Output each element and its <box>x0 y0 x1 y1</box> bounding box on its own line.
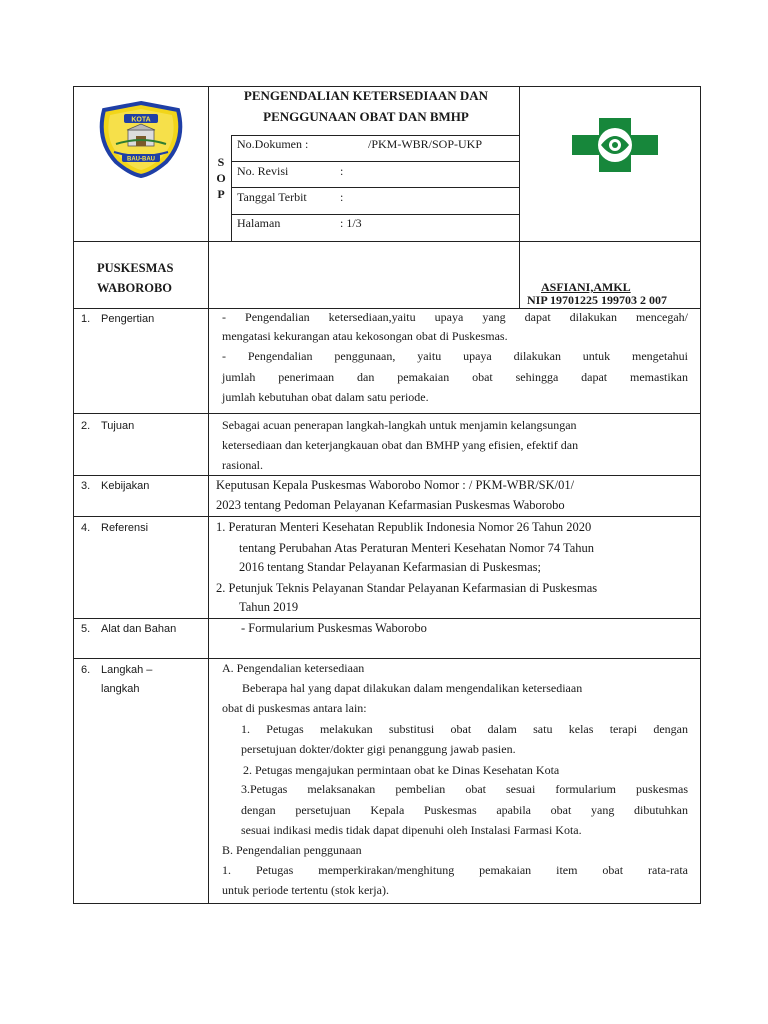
sop-letter-o: O <box>216 171 226 185</box>
referensi-line-4: 2. Petunjuk Teknis Pelayanan Standar Pelayanan Kefarmasian di Puskesmas <box>216 581 598 595</box>
langkah-line-3: obat di puskesmas antara lain: <box>222 701 367 715</box>
section-num-2: 2. <box>81 420 91 432</box>
langkah-line-6: 2. Petugas mengajukan permintaan obat ke Dinas Kesehatan Kota <box>243 763 560 777</box>
table-border-bottom <box>73 903 701 904</box>
sop-letter-p: P <box>217 187 225 201</box>
title-line-2: PENGGUNAAN OBAT DAN BMHP <box>263 109 469 124</box>
referensi-line-1: 1. Peraturan Menteri Kesehatan Republik Indonesia Nomor 26 Tahun 2020 <box>216 520 592 534</box>
meta-label-no-dokumen: No.Dokumen : <box>237 137 309 151</box>
meta-label-tanggal-terbit: Tanggal Terbit <box>237 190 307 204</box>
referensi-line-2: tentang Perubahan Atas Peraturan Menteri Kesehatan Nomor 74 Tahun <box>239 541 595 555</box>
sop-divider <box>231 135 232 241</box>
section-label-langkah-2: langkah <box>101 683 140 695</box>
pengertian-line-2: mengatasi kekurangan atau kekosongan obat di Puskesmas. <box>222 329 508 343</box>
pengertian-line-1: - Pengendalian ketersediaan,yaitu upaya yang dapat dilakukan mencegah/ <box>222 310 688 324</box>
meta-value-no-revisi: : <box>340 164 344 178</box>
meta-rule-4 <box>231 214 519 215</box>
table-border-top <box>73 86 701 87</box>
signer-nip: NIP 19701225 199703 2 007 <box>527 293 668 307</box>
section-label-referensi: Referensi <box>101 522 149 534</box>
meta-rule-3 <box>231 187 519 188</box>
meta-value-tanggal-terbit: : <box>340 190 344 204</box>
row-rule-6 <box>73 658 701 659</box>
langkah-line-5: persetujuan dokter/dokter gigi penanggung jawab pasien. <box>241 742 516 756</box>
table-border-right <box>700 86 701 904</box>
logo-text-top: KOTA <box>131 116 151 124</box>
row-rule-1 <box>73 308 701 309</box>
meta-value-halaman: : 1/3 <box>340 216 362 230</box>
langkah-line-8: dengan persetujuan Kepala Puskesmas apabila obat yang dibutuhkan <box>241 803 688 817</box>
puskesmas-logo <box>570 116 660 174</box>
meta-rule-2 <box>231 161 519 162</box>
tujuan-line-1: Sebagai acuan penerapan langkah-langkah untuk menjamin kelangsungan <box>222 418 577 432</box>
sop-letter-s: S <box>217 155 225 169</box>
section-num-4: 4. <box>81 522 91 534</box>
section-num-1: 1. <box>81 313 91 325</box>
section-label-tujuan: Tujuan <box>101 420 135 432</box>
table-border-left <box>73 86 74 904</box>
row-rule-3 <box>73 475 701 476</box>
kebijakan-line-1: Keputusan Kepala Puskesmas Waborobo Nomor : / PKM-WBR/SK/01/ <box>216 478 575 492</box>
section-num-3: 3. <box>81 480 91 492</box>
referensi-line-3: 2016 tentang Standar Pelayanan Kefarmasian di Puskesmas; <box>239 560 542 574</box>
section-label-pengertian: Pengertian <box>101 313 155 325</box>
meta-label-halaman: Halaman <box>237 216 281 230</box>
header-row-rule <box>73 241 701 242</box>
langkah-line-11: 1. Petugas memperkirakan/menghitung pemakaian item obat rata-rata <box>222 863 688 877</box>
langkah-line-10: B. Pengendalian penggunaan <box>222 843 362 857</box>
logo-text-bottom: BAU-BAU <box>127 156 155 163</box>
langkah-line-12: untuk periode tertentu (stok kerja). <box>222 883 389 897</box>
langkah-line-9: sesuai indikasi medis tidak dapat dipenuhi oleh Instalasi Farmasi Kota. <box>241 823 582 837</box>
langkah-line-1: A. Pengendalian ketersediaan <box>222 661 365 675</box>
row-rule-4 <box>73 516 701 517</box>
col-divider-left <box>208 86 209 904</box>
langkah-line-7: 3.Petugas melaksanakan pembelian obat sesuai formularium puskesmas <box>241 782 688 796</box>
tujuan-line-3: rasional. <box>222 458 263 472</box>
org-name-line-1: PUSKESMAS <box>97 261 174 275</box>
meta-value-no-dokumen: /PKM-WBR/SOP-UKP <box>368 137 483 151</box>
meta-rule-1 <box>231 135 519 136</box>
tujuan-line-2: ketersediaan dan keterjangkauan obat dan BMHP yang efisien, efektif dan <box>222 438 579 452</box>
pengertian-line-3: - Pengendalian penggunaan, yaitu upaya dilakukan untuk mengetahui <box>222 349 688 363</box>
row-rule-5 <box>73 618 701 619</box>
meta-label-no-revisi: No. Revisi <box>237 164 289 178</box>
col-divider-right <box>519 86 520 308</box>
section-num-6: 6. <box>81 664 91 676</box>
section-label-langkah: Langkah – <box>101 664 153 676</box>
pengertian-line-4: jumlah penerimaan dan pemakaian obat sehingga dapat memastikan <box>222 370 688 384</box>
pengertian-line-5: jumlah kebutuhan obat dalam satu periode. <box>222 390 429 404</box>
langkah-line-4: 1. Petugas melakukan substitusi obat dalam satu kelas terapi dengan <box>241 722 688 736</box>
title-line-1: PENGENDALIAN KETERSEDIAAN DAN <box>243 88 489 103</box>
org-name-line-2: WABOROBO <box>97 281 173 295</box>
section-num-5: 5. <box>81 623 91 635</box>
city-logo <box>94 100 188 178</box>
referensi-line-5: Tahun 2019 <box>239 600 299 614</box>
section-label-kebijakan: Kebijakan <box>101 480 150 492</box>
kebijakan-line-2: 2023 tentang Pedoman Pelayanan Kefarmasian Puskesmas Waborobo <box>216 498 565 512</box>
row-rule-2 <box>73 413 701 414</box>
section-label-alat-dan-bahan: Alat dan Bahan <box>101 623 177 635</box>
langkah-line-2: Beberapa hal yang dapat dilakukan dalam mengendalikan ketersediaan <box>242 681 583 695</box>
signer-name: ASFIANI,AMKL <box>541 280 631 294</box>
alat-bahan-line-1: - Formularium Puskesmas Waborobo <box>241 621 427 635</box>
